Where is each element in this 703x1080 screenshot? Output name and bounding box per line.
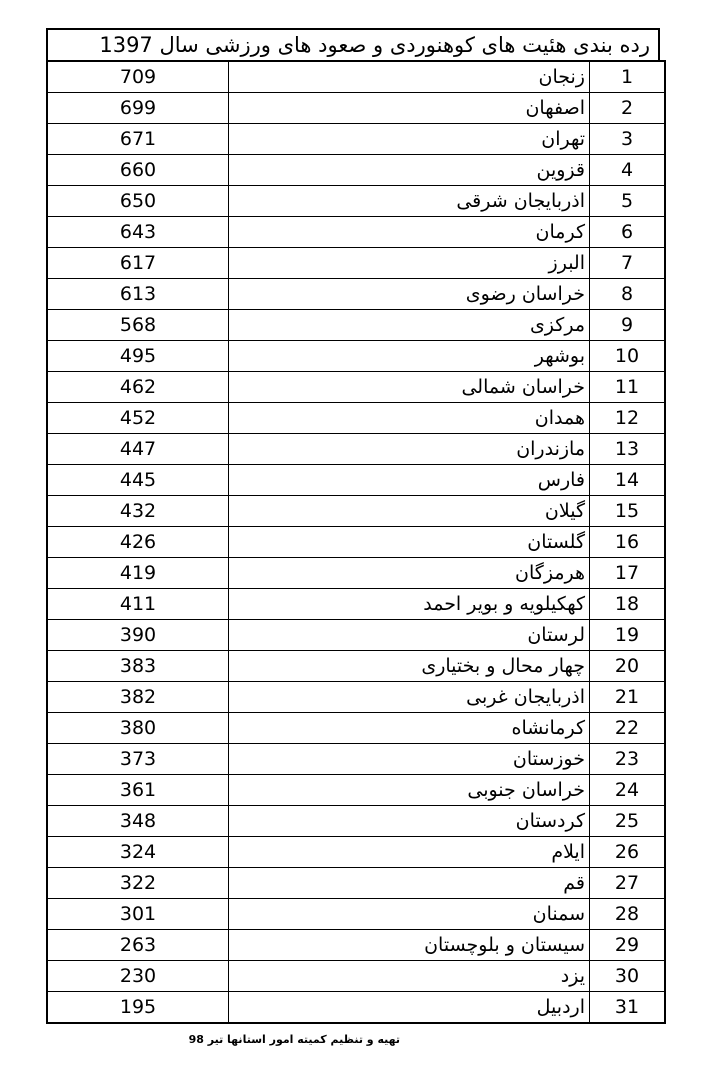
- table-row: [47, 465, 665, 496]
- rank-cell: 7: [590, 248, 666, 279]
- province-cell: اردبیل: [229, 992, 590, 1024]
- table-row: [47, 217, 665, 248]
- score-cell: 568: [47, 310, 229, 341]
- province-cell: البرز: [229, 248, 590, 279]
- rank-cell: 23: [590, 744, 666, 775]
- rank-cell: 4: [590, 155, 666, 186]
- province-cell: اصفهان: [229, 93, 590, 124]
- score-cell: 230: [47, 961, 229, 992]
- table-row: [47, 496, 665, 527]
- province-cell: قم: [229, 868, 590, 899]
- province-cell: کرمان: [229, 217, 590, 248]
- province-cell: زنجان: [229, 61, 590, 93]
- table-row: [47, 744, 665, 775]
- rank-cell: 26: [590, 837, 666, 868]
- score-cell: 419: [47, 558, 229, 589]
- score-cell: 348: [47, 806, 229, 837]
- rank-cell: 16: [590, 527, 666, 558]
- ranking-table-body: [47, 61, 665, 1023]
- province-cell: فارس: [229, 465, 590, 496]
- province-cell: مرکزی: [229, 310, 590, 341]
- rank-cell: 31: [590, 992, 666, 1024]
- province-cell: قزوین: [229, 155, 590, 186]
- province-cell: خوزستان: [229, 744, 590, 775]
- table-row: [47, 651, 665, 682]
- rank-cell: 3: [590, 124, 666, 155]
- score-cell: 495: [47, 341, 229, 372]
- table-row: [47, 961, 665, 992]
- table-title: رده بندی هئیت های کوهنوردی و صعود های ورزشی سال 1397: [46, 28, 660, 60]
- province-cell: یزد: [229, 961, 590, 992]
- rank-cell: 11: [590, 372, 666, 403]
- score-cell: 452: [47, 403, 229, 434]
- score-cell: 445: [47, 465, 229, 496]
- score-cell: 301: [47, 899, 229, 930]
- score-cell: 709: [47, 61, 229, 93]
- table-row: [47, 527, 665, 558]
- table-row: [47, 403, 665, 434]
- rank-cell: 20: [590, 651, 666, 682]
- score-cell: 447: [47, 434, 229, 465]
- rank-cell: 14: [590, 465, 666, 496]
- rank-cell: 28: [590, 899, 666, 930]
- rank-cell: 25: [590, 806, 666, 837]
- province-cell: خراسان شمالی: [229, 372, 590, 403]
- rank-cell: 17: [590, 558, 666, 589]
- rank-cell: 5: [590, 186, 666, 217]
- province-cell: ایلام: [229, 837, 590, 868]
- rank-cell: 29: [590, 930, 666, 961]
- score-cell: 643: [47, 217, 229, 248]
- table-row: [47, 372, 665, 403]
- table-row: [47, 682, 665, 713]
- rank-cell: 9: [590, 310, 666, 341]
- score-cell: 373: [47, 744, 229, 775]
- table-row: [47, 155, 665, 186]
- rank-cell: 8: [590, 279, 666, 310]
- rank-cell: 13: [590, 434, 666, 465]
- rank-cell: 27: [590, 868, 666, 899]
- score-cell: 671: [47, 124, 229, 155]
- rank-cell: 6: [590, 217, 666, 248]
- score-cell: 322: [47, 868, 229, 899]
- score-cell: 390: [47, 620, 229, 651]
- table-row: [47, 310, 665, 341]
- score-cell: 195: [47, 992, 229, 1024]
- province-cell: اذربایجان شرقی: [229, 186, 590, 217]
- province-cell: سیستان و بلوچستان: [229, 930, 590, 961]
- table-row: [47, 279, 665, 310]
- table-row: [47, 899, 665, 930]
- table-row: [47, 61, 665, 93]
- score-cell: 699: [47, 93, 229, 124]
- rank-cell: 24: [590, 775, 666, 806]
- province-cell: گلستان: [229, 527, 590, 558]
- province-cell: تهران: [229, 124, 590, 155]
- table-row: [47, 248, 665, 279]
- table-row: [47, 620, 665, 651]
- score-cell: 617: [47, 248, 229, 279]
- table-row: [47, 589, 665, 620]
- rank-cell: 12: [590, 403, 666, 434]
- table-row: [47, 713, 665, 744]
- province-cell: بوشهر: [229, 341, 590, 372]
- table-row: [47, 341, 665, 372]
- rank-cell: 10: [590, 341, 666, 372]
- score-cell: 462: [47, 372, 229, 403]
- rank-cell: 19: [590, 620, 666, 651]
- score-cell: 380: [47, 713, 229, 744]
- table-row: [47, 558, 665, 589]
- province-cell: گیلان: [229, 496, 590, 527]
- table-row: [47, 434, 665, 465]
- footer-note: تهیه و تنظیم کمیته امور استانها تیر 98: [188, 1033, 400, 1046]
- score-cell: 432: [47, 496, 229, 527]
- ranking-table: [46, 60, 666, 1024]
- ranking-sheet: [46, 28, 660, 1024]
- province-cell: هرمزگان: [229, 558, 590, 589]
- rank-cell: 15: [590, 496, 666, 527]
- score-cell: 613: [47, 279, 229, 310]
- score-cell: 650: [47, 186, 229, 217]
- table-row: [47, 868, 665, 899]
- score-cell: 426: [47, 527, 229, 558]
- score-cell: 361: [47, 775, 229, 806]
- rank-cell: 1: [590, 61, 666, 93]
- rank-cell: 22: [590, 713, 666, 744]
- province-cell: خراسان جنوبی: [229, 775, 590, 806]
- province-cell: کردستان: [229, 806, 590, 837]
- table-row: [47, 775, 665, 806]
- province-cell: کرمانشاه: [229, 713, 590, 744]
- province-cell: سمنان: [229, 899, 590, 930]
- score-cell: 383: [47, 651, 229, 682]
- table-row: [47, 93, 665, 124]
- score-cell: 660: [47, 155, 229, 186]
- table-row: [47, 837, 665, 868]
- rank-cell: 18: [590, 589, 666, 620]
- rank-cell: 30: [590, 961, 666, 992]
- rank-cell: 2: [590, 93, 666, 124]
- province-cell: مازندران: [229, 434, 590, 465]
- table-row: [47, 806, 665, 837]
- score-cell: 411: [47, 589, 229, 620]
- province-cell: لرستان: [229, 620, 590, 651]
- score-cell: 263: [47, 930, 229, 961]
- province-cell: خراسان رضوی: [229, 279, 590, 310]
- province-cell: کهکیلویه و بویر احمد: [229, 589, 590, 620]
- table-row: [47, 186, 665, 217]
- table-row: [47, 992, 665, 1024]
- rank-cell: 21: [590, 682, 666, 713]
- province-cell: اذربایجان غربی: [229, 682, 590, 713]
- table-row: [47, 930, 665, 961]
- score-cell: 382: [47, 682, 229, 713]
- score-cell: 324: [47, 837, 229, 868]
- province-cell: همدان: [229, 403, 590, 434]
- table-row: [47, 124, 665, 155]
- province-cell: چهار محال و بختیاری: [229, 651, 590, 682]
